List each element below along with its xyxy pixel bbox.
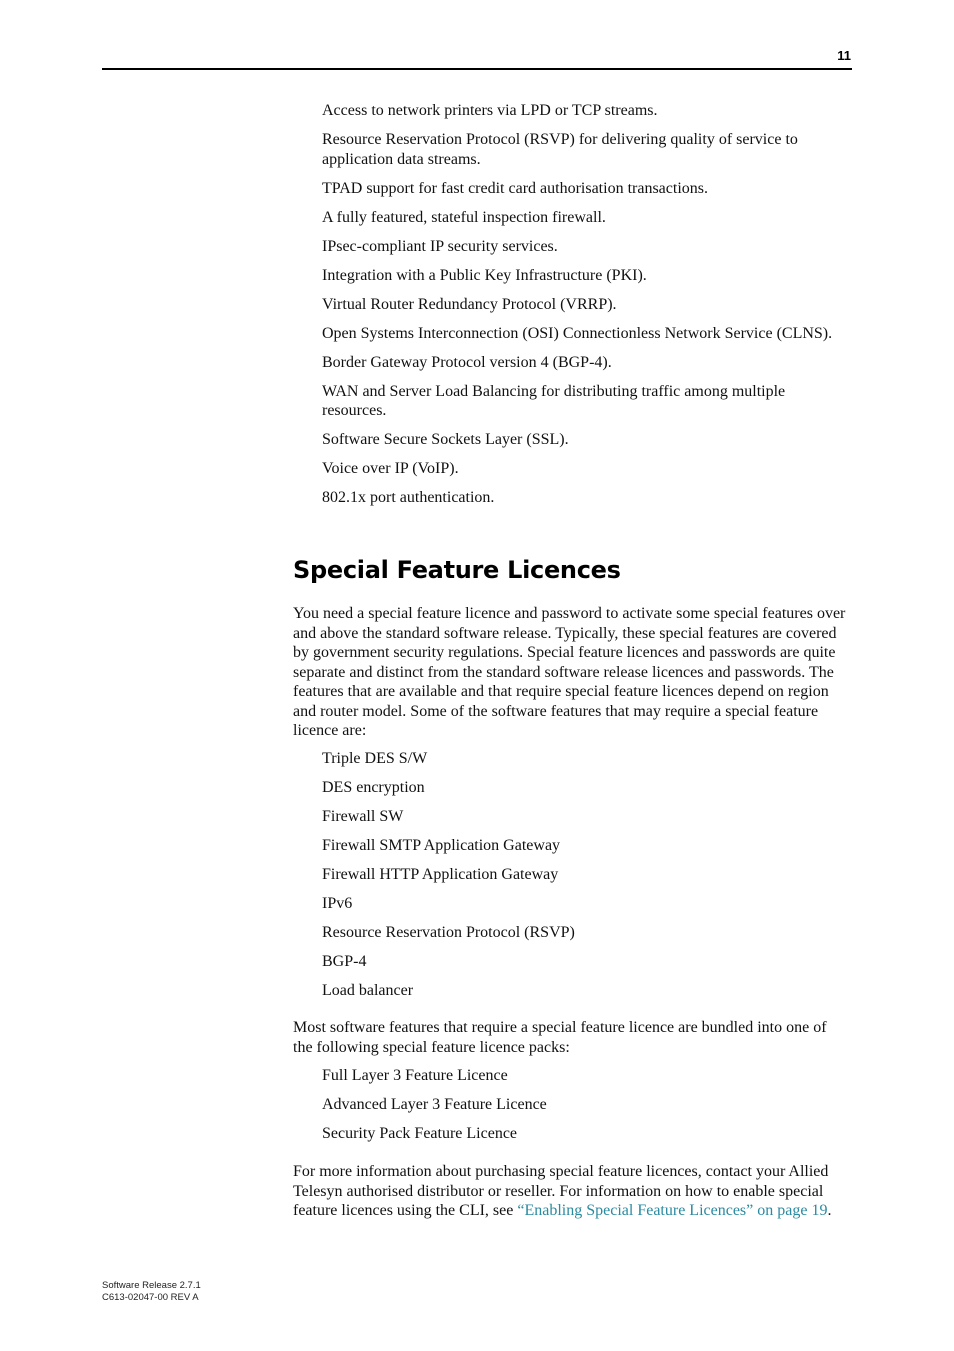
licence-packs-list <box>322 1066 847 1153</box>
list-item: Security Pack Feature Licence <box>322 1125 518 1142</box>
list-item: Voice over IP (VoIP). <box>322 460 459 477</box>
intro-paragraph: You need a special feature licence and password to activate some special features over and above the standard software release. Typically, these special features are covered by government security regulations. Special feature licences and passwords are quite separate and distinct from the standard software release licences and passwords. The features that are available and that require special feature licences depend on region and router model. Some of the software features that may require a special feature licence are: <box>293 605 846 739</box>
list-item: A fully featured, stateful inspection firewall. <box>322 208 606 226</box>
bundle-paragraph: Most software features that require a special feature licence are bundled into one of the following special feature licence packs: <box>293 1019 827 1056</box>
list-item: Load balancer <box>322 982 414 999</box>
list-item: Software Secure Sockets Layer (SSL). <box>322 431 569 448</box>
more-info-paragraph <box>293 1162 850 1221</box>
features-list <box>322 101 847 517</box>
footer-doc-code: C613-02047-00 REV A <box>102 1292 199 1303</box>
list-item: Firewall SW <box>322 808 404 825</box>
header-rule <box>102 68 852 70</box>
page-number: 11 <box>837 48 851 63</box>
list-item: Open Systems Interconnection (OSI) Connectionless Network Service (CLNS). <box>322 324 833 342</box>
list-item: Resource Reservation Protocol (RSVP) <box>322 924 575 941</box>
list-item: Firewall SMTP Application Gateway <box>322 837 561 854</box>
list-item: Advanced Layer 3 Feature Licence <box>322 1096 547 1113</box>
list-item: Firewall HTTP Application Gateway <box>322 866 559 883</box>
list-item: Resource Reservation Protocol (RSVP) for delivering quality of service to application data streams. <box>322 131 798 168</box>
list-item: WAN and Server Load Balancing for distributing traffic among multiple resources. <box>322 382 786 419</box>
list-item: Access to network printers via LPD or TCP streams. <box>322 102 658 119</box>
list-item: DES encryption <box>322 779 425 796</box>
list-item: Virtual Router Redundancy Protocol (VRRP). <box>322 295 617 313</box>
list-item: 802.1x port authentication. <box>322 489 495 506</box>
list-item: IPsec-compliant IP security services. <box>322 237 558 255</box>
list-item: Border Gateway Protocol version 4 (BGP-4). <box>322 353 612 371</box>
list-item: TPAD support for fast credit card authorisation transactions. <box>322 179 708 197</box>
list-item: Triple DES S/W <box>322 750 428 767</box>
list-item: IPv6 <box>322 895 353 912</box>
list-item: Full Layer 3 Feature Licence <box>322 1067 508 1084</box>
list-item: Integration with a Public Key Infrastructure (PKI). <box>322 266 647 284</box>
more-info-suffix: . <box>827 1202 832 1219</box>
footer-release: Software Release 2.7.1 <box>102 1280 201 1291</box>
more-info-text: For more information about purchasing special feature licences, contact your Allied Telesyn authorised distributor or reseller. For information on how to enable special feature licences using the CLI, see <box>293 1163 829 1219</box>
cross-reference-link[interactable]: “Enabling Special Feature Licences” on page 19 <box>517 1202 828 1219</box>
footer <box>102 1280 201 1304</box>
list-item: BGP-4 <box>322 953 367 970</box>
special-features-list <box>322 749 847 1010</box>
section-heading: Special Feature Licences <box>293 556 621 584</box>
